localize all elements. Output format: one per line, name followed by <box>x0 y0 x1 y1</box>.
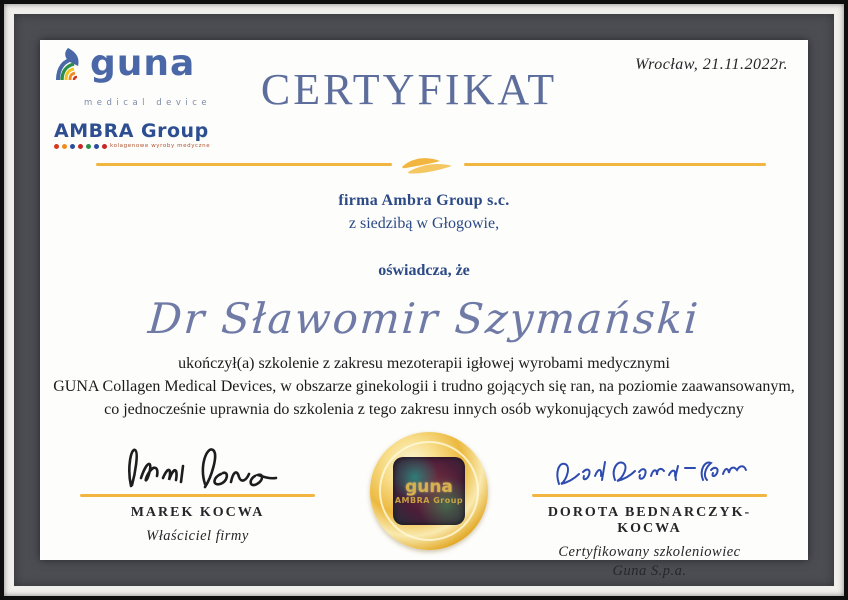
signature-block-right <box>532 450 767 580</box>
certificate-title: CERTYFIKAT <box>260 65 558 114</box>
recipient-name: Dr Sławomir Szymański <box>146 294 702 343</box>
signer-role-right-2: Guna S.p.a. <box>612 562 687 579</box>
certificate-frame <box>14 14 834 586</box>
signature-marek-handwriting <box>80 440 315 492</box>
certificate-body <box>40 352 808 421</box>
divider-line-left <box>96 163 392 166</box>
ambra-wordmark: AMBRA Group <box>54 120 209 142</box>
ambra-tagline: kolagenowe wyroby medyczne <box>110 143 211 149</box>
issuer-name: firma Ambra Group s.c. <box>338 192 510 209</box>
issuer-location: z siedzibą w Głogowie, <box>348 215 500 232</box>
signature-dorota-handwriting <box>532 450 767 492</box>
holographic-seal <box>370 432 488 550</box>
swirl-ornament-icon <box>398 154 456 183</box>
divider-line-right <box>464 163 766 166</box>
divider <box>40 154 808 178</box>
guna-subtitle: medical device <box>84 98 212 108</box>
seal-ambra-text: AMBRA Group <box>394 495 464 505</box>
signature-block-left <box>80 440 315 545</box>
signer-name-left: MAREK KOCWA <box>130 504 265 520</box>
location-date: Wrocław, 21.11.2022r. <box>635 56 788 73</box>
signature-line-left <box>80 494 315 497</box>
signer-role-right-1: Certyfikowany szkoleniowiec <box>558 543 741 560</box>
certificate-paper <box>40 40 808 579</box>
ambra-dots-icon <box>54 143 211 149</box>
seal-guna-text: guna <box>405 476 453 497</box>
signer-name-right: DOROTA BEDNARCZYK-KOCWA <box>547 504 752 536</box>
body-line: co jednocześnie uprawnia do szkolenia z tego zakresu innych osób wykonujących zawód medyczny <box>104 401 744 418</box>
seal-hologram <box>393 457 465 525</box>
declaration-text: oświadcza, że <box>378 262 470 279</box>
outer-mat <box>4 4 844 596</box>
signature-line-right <box>532 494 767 497</box>
seal-inner-ring <box>379 441 479 541</box>
body-line: GUNA Collagen Medical Devices, w obszarze ginekologii i trudno gojących się ran, na poziomie zaawansowanym, <box>53 378 795 395</box>
signer-role-left: Właściciel firmy <box>146 527 249 544</box>
guna-wordmark: guna <box>90 43 196 84</box>
body-line: ukończył(a) szkolenie z zakresu mezoterapii igłowej wyrobami medycznymi <box>178 355 670 372</box>
